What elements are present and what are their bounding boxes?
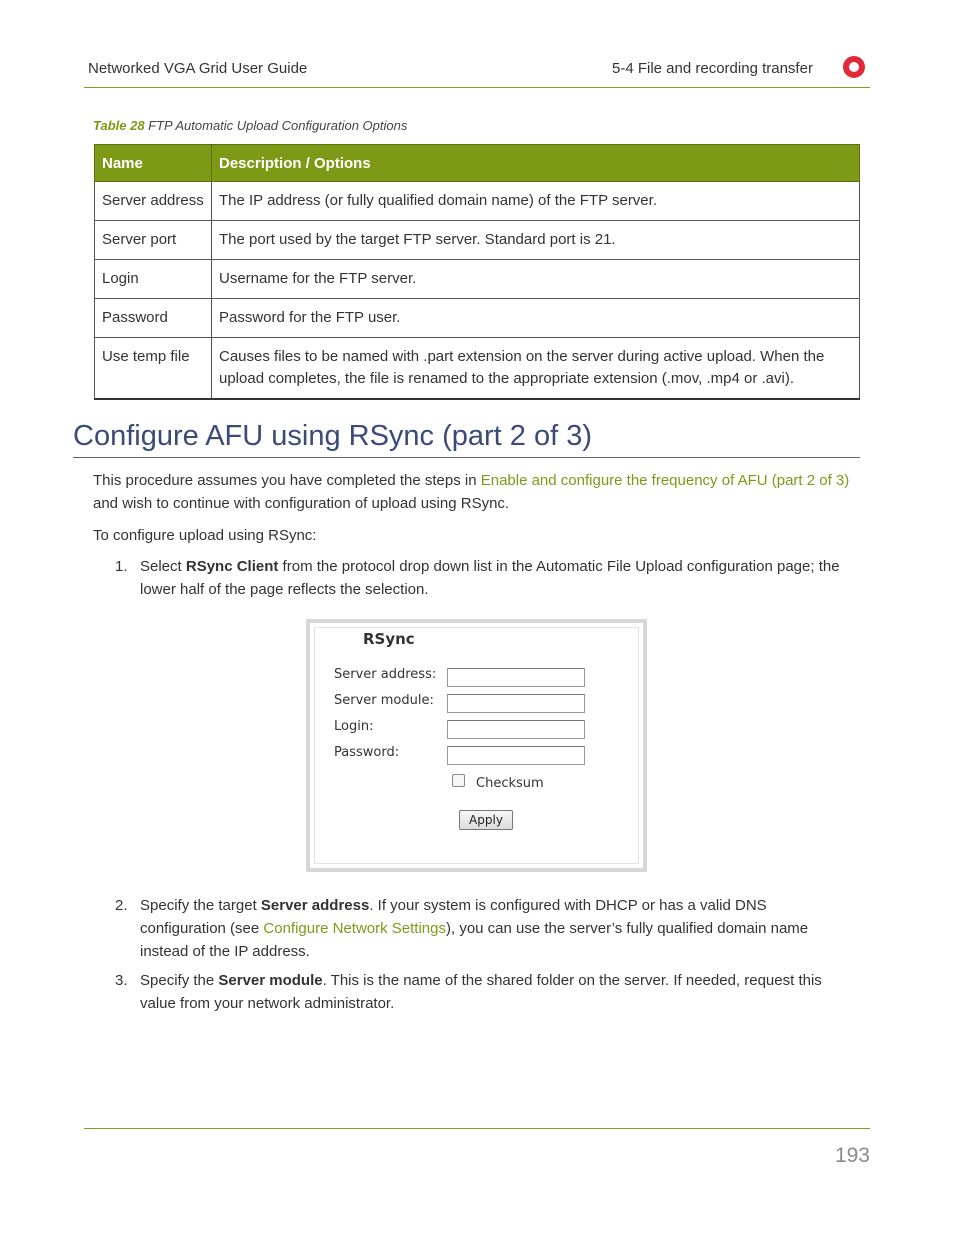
footer-divider <box>84 1128 870 1129</box>
row-name: Server port <box>95 221 212 260</box>
checksum-checkbox[interactable] <box>452 774 465 787</box>
server-address-input[interactable] <box>447 668 585 687</box>
configure-network-settings-link[interactable]: Configure Network Settings <box>263 920 446 937</box>
row-name: Server address <box>95 182 212 221</box>
row-description: Password for the FTP user. <box>212 299 860 338</box>
heading-divider <box>73 457 860 458</box>
row-description: Causes files to be named with .part extension on the server during active upload. When the upload completes, the file is renamed to the appropriate extension (.mov, .mp4 or .avi). <box>212 338 860 400</box>
table-row <box>95 299 860 338</box>
server-module-label: Server module: <box>334 693 434 708</box>
table-caption <box>93 118 407 133</box>
enable-afu-link[interactable]: Enable and configure the frequency of AFU (part 2 of 3) <box>480 472 850 489</box>
epiphan-logo-icon <box>843 56 865 78</box>
server-module-input[interactable] <box>447 694 585 713</box>
step-number: 3. <box>115 972 128 989</box>
row-name: Login <box>95 260 212 299</box>
column-header-name: Name <box>95 145 212 182</box>
step-number: 1. <box>115 558 128 575</box>
password-label: Password: <box>334 745 400 760</box>
step-1 <box>115 555 855 605</box>
step-text-before: Select <box>140 558 186 575</box>
intro-text-after: and wish to continue with configuration of upload using RSync. <box>93 495 510 512</box>
step-number: 2. <box>115 897 128 914</box>
column-header-description: Description / Options <box>212 145 860 182</box>
row-description: Username for the FTP server. <box>212 260 860 299</box>
step-text-middle: . If your system is configured with DHCP or has a valid DNS configuration (see <box>140 897 767 937</box>
step-bold: Server module <box>218 972 323 989</box>
step-text <box>140 969 855 1015</box>
step-text <box>140 555 855 601</box>
step-bold: Server address <box>260 897 370 914</box>
step-text-after: ), you can use the server’s fully qualified domain name instead of the IP address. <box>140 920 809 960</box>
row-description: The IP address (or fully qualified domain name) of the FTP server. <box>212 182 860 221</box>
step-text-before: Specify the target <box>140 897 261 914</box>
step-text-after: from the protocol drop down list in the Automatic File Upload configuration page; the lower half of the page reflects the selection. <box>140 558 840 598</box>
doc-title: Networked VGA Grid User Guide <box>88 60 308 77</box>
intro-paragraph <box>93 469 863 515</box>
header-divider <box>84 87 870 88</box>
options-table <box>94 144 860 400</box>
password-input[interactable] <box>447 746 585 765</box>
step-2 <box>115 894 855 966</box>
table-caption-label: Table 28 <box>93 118 145 133</box>
intro-text-before: This procedure assumes you have completed the steps in <box>93 472 481 489</box>
step-text-after: . This is the name of the shared folder on the server. If needed, request this value from your network administrator. <box>140 972 822 1012</box>
login-input[interactable] <box>447 720 585 739</box>
section-title: 5-4 File and recording transfer <box>612 60 813 77</box>
row-name: Use temp file <box>95 338 212 400</box>
table-header-row <box>95 145 860 182</box>
table-row <box>95 182 860 221</box>
login-label: Login: <box>334 719 374 734</box>
checksum-label: Checksum <box>476 776 544 791</box>
table-caption-text: FTP Automatic Upload Configuration Options <box>148 118 408 133</box>
lead-paragraph: To configure upload using RSync: <box>93 527 317 544</box>
rsync-title: RSync <box>363 630 415 648</box>
row-name: Password <box>95 299 212 338</box>
table-row <box>95 338 860 400</box>
table-row <box>95 221 860 260</box>
page-number: 193 <box>834 1144 870 1167</box>
section-heading: Configure AFU using RSync (part 2 of 3) <box>73 420 593 452</box>
step-text <box>140 894 855 963</box>
step-3 <box>115 969 855 1019</box>
step-text-before: Specify the <box>140 972 219 989</box>
apply-button[interactable]: Apply <box>459 810 513 830</box>
server-address-label: Server address: <box>334 667 437 682</box>
step-bold: RSync Client <box>185 558 279 575</box>
row-description: The port used by the target FTP server. Standard port is 21. <box>212 221 860 260</box>
table-row <box>95 260 860 299</box>
